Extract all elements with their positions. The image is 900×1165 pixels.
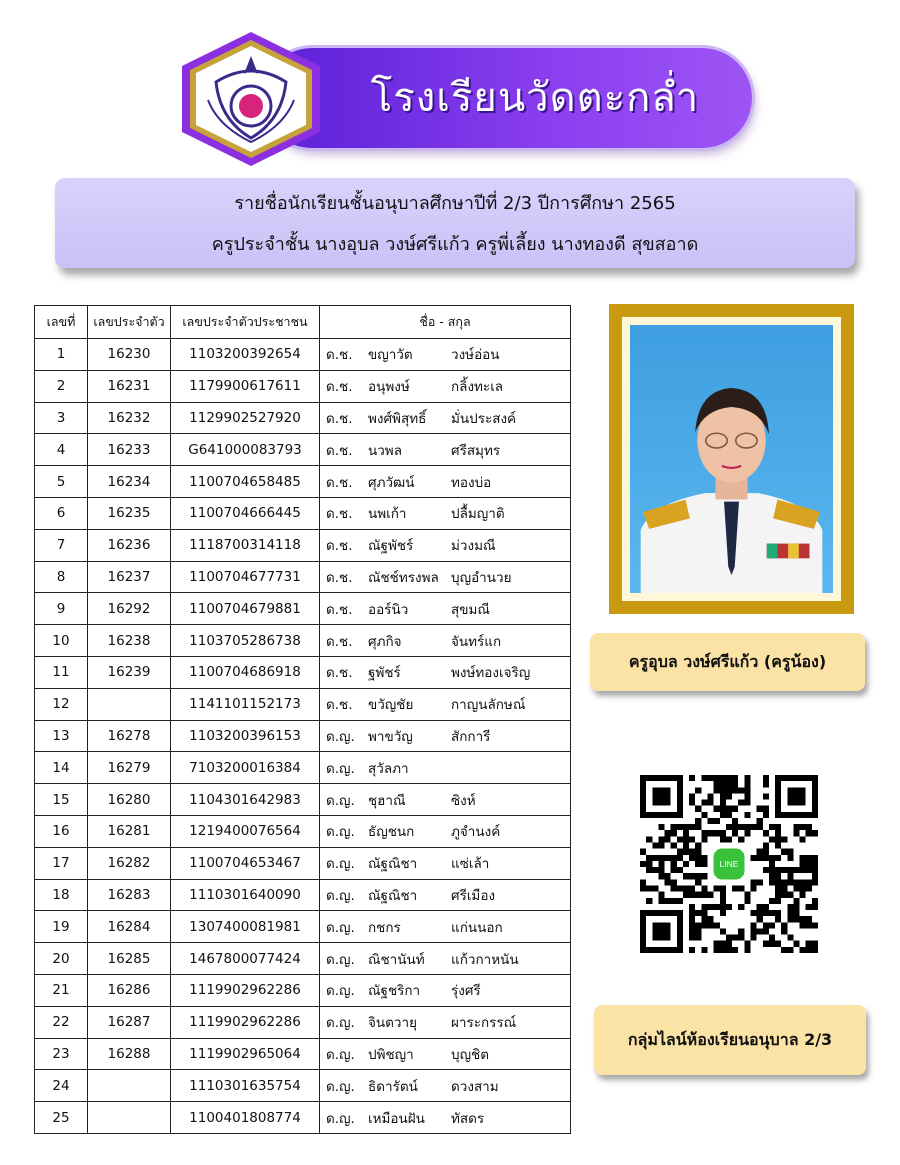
table-row [35,815,571,847]
first-name: ณัชช์ทรงพล [368,569,439,586]
cell-name [320,688,571,720]
last-name: แก้วกาหนัน [451,951,519,968]
name-prefix: ด.ช. [326,665,353,682]
cell-no: 8 [35,561,88,593]
name-prefix: ด.ช. [326,347,353,364]
teacher-photo-frame [609,304,854,614]
table-row [35,497,571,529]
cell-name [320,529,571,561]
class-title: รายชื่อนักเรียนชั้นอนุบาลศึกษาปีที่ 2/3 ปีการศึกษา 2565 [234,193,676,214]
first-name: สุวัลภา [368,760,409,777]
cell-citizen-id: 1307400081981 [171,911,320,943]
cell-citizen-id: 1467800077424 [171,943,320,975]
last-name: รุ่งศรี [451,983,481,1000]
name-prefix: ด.ญ. [326,728,355,745]
cell-name [320,497,571,529]
cell-student-id: 16230 [88,339,171,371]
last-name: วงษ์อ่อน [451,347,500,364]
cell-citizen-id: 1100401808774 [171,1102,320,1134]
teacher-portrait-icon [630,325,833,593]
last-name: ม่วงมณี [451,538,496,555]
cell-citizen-id: 1103200392654 [171,339,320,371]
name-prefix: ด.ญ. [326,760,355,777]
last-name: พงษ์ทองเจริญ [451,665,531,682]
first-name: ศุภวัฒน์ [368,474,415,491]
name-prefix: ด.ญ. [326,1110,355,1127]
cell-no: 16 [35,815,88,847]
cell-name [320,1038,571,1070]
cell-citizen-id: 1141101152173 [171,688,320,720]
name-prefix: ด.ญ. [326,824,355,841]
cell-no: 18 [35,879,88,911]
first-name: ณิชานันท์ [368,951,425,968]
table-row [35,434,571,466]
cell-no: 7 [35,529,88,561]
header-no: เลขที่ [35,306,88,339]
cell-no: 19 [35,911,88,943]
cell-citizen-id: 1104301642983 [171,784,320,816]
last-name: ทัสดร [451,1110,485,1127]
cell-no: 2 [35,370,88,402]
table-row [35,466,571,498]
last-name: แก่นนอก [451,919,503,936]
cell-student-id: 16288 [88,1038,171,1070]
last-name: แซ่เล้า [451,856,490,873]
cell-citizen-id: 1110301635754 [171,1070,320,1102]
cell-no: 4 [35,434,88,466]
line-qr-code[interactable] [640,775,818,953]
name-prefix: ด.ช. [326,569,353,586]
cell-no: 21 [35,974,88,1006]
last-name: ซิงห์ [451,792,476,809]
first-name: ณัฐชริกา [368,983,421,1000]
first-name: เหมือนฝัน [368,1110,425,1127]
cell-citizen-id: 1100704679881 [171,593,320,625]
first-name: ศุภกิจ [368,633,402,650]
cell-name [320,815,571,847]
table-row [35,1070,571,1102]
line-logo-icon: LINE [719,859,739,870]
cell-no: 20 [35,943,88,975]
cell-no: 13 [35,720,88,752]
cell-student-id: 16234 [88,466,171,498]
cell-student-id: 16279 [88,752,171,784]
cell-citizen-id: 1100704686918 [171,656,320,688]
last-name: ศรีสมุทร [451,442,501,459]
cell-no: 25 [35,1102,88,1134]
cell-citizen-id: 1100704658485 [171,466,320,498]
cell-name [320,1006,571,1038]
cell-no: 15 [35,784,88,816]
cell-name [320,879,571,911]
last-name: ภูจำนงค์ [451,824,501,841]
cell-citizen-id: 1118700314118 [171,529,320,561]
name-prefix: ด.ช. [326,697,353,714]
name-prefix: ด.ช. [326,442,353,459]
first-name: ณัฐณิชา [368,856,418,873]
cell-no: 14 [35,752,88,784]
cell-student-id: 16237 [88,561,171,593]
cell-no: 17 [35,847,88,879]
last-name: ปลื้มญาติ [451,506,505,523]
last-name: ศรีเมือง [451,887,496,904]
first-name: นพเก้า [368,506,407,523]
cell-student-id: 16287 [88,1006,171,1038]
name-prefix: ด.ญ. [326,1046,355,1063]
cell-name [320,720,571,752]
cell-citizen-id: 1103705286738 [171,625,320,657]
cell-citizen-id: 1119902962286 [171,974,320,1006]
cell-student-id: 16278 [88,720,171,752]
first-name: พาขวัญ [368,728,413,745]
cell-name [320,1070,571,1102]
cell-citizen-id: 1219400076564 [171,815,320,847]
name-prefix: ด.ช. [326,601,353,618]
cell-name [320,466,571,498]
first-name: ชุฮาณี [368,792,406,809]
cell-no: 22 [35,1006,88,1038]
name-prefix: ด.ญ. [326,951,355,968]
name-prefix: ด.ญ. [326,856,355,873]
cell-name [320,434,571,466]
cell-student-id: 16236 [88,529,171,561]
first-name: ฐพัชร์ [368,665,401,682]
cell-no: 24 [35,1070,88,1102]
cell-student-id: 16282 [88,847,171,879]
first-name: ขวัญชัย [368,697,414,714]
cell-name [320,656,571,688]
cell-name [320,911,571,943]
table-row [35,402,571,434]
teacher-photo-mat [622,317,841,601]
table-row [35,593,571,625]
name-prefix: ด.ช. [326,538,353,555]
cell-name [320,847,571,879]
header-student-id: เลขประจำตัว [88,306,171,339]
name-prefix: ด.ญ. [326,1015,355,1032]
cell-citizen-id: 1129902527920 [171,402,320,434]
cell-student-id [88,688,171,720]
cell-name [320,1102,571,1134]
cell-student-id: 16292 [88,593,171,625]
cell-name [320,974,571,1006]
first-name: พงศ์พิสุทธิ์ [368,410,427,427]
cell-no: 11 [35,656,88,688]
table-row [35,720,571,752]
table-row [35,370,571,402]
name-prefix: ด.ญ. [326,887,355,904]
cell-student-id: 16285 [88,943,171,975]
table-row [35,784,571,816]
cell-student-id: 16280 [88,784,171,816]
teacher-photo [630,325,833,593]
student-table [34,305,571,1134]
cell-no: 6 [35,497,88,529]
cell-student-id [88,1070,171,1102]
last-name: สักการี [451,728,491,745]
first-name: ปพิชญา [368,1046,414,1063]
header-citizen-id: เลขประจำตัวประชาชน [171,306,320,339]
cell-student-id: 16283 [88,879,171,911]
teacher-caption: ครูอุบล วงษ์ศรีแก้ว (ครูน้อง) [590,633,865,691]
cell-citizen-id: 1119902962286 [171,1006,320,1038]
line-group-caption: กลุ่มไลน์ห้องเรียนอนุบาล 2/3 [594,1005,866,1075]
table-row [35,847,571,879]
last-name: บุญอำนวย [451,569,512,586]
cell-name [320,370,571,402]
cell-student-id: 16284 [88,911,171,943]
name-prefix: ด.ช. [326,379,353,396]
last-name: ทองบ่อ [451,474,492,491]
first-name: ออร์นิว [368,601,409,618]
cell-name [320,561,571,593]
table-row [35,974,571,1006]
name-prefix: ด.ญ. [326,919,355,936]
last-name: บุญชิต [451,1046,490,1063]
last-name: กาญนลักษณ์ [451,697,526,714]
cell-name [320,784,571,816]
cell-student-id: 16235 [88,497,171,529]
table-row [35,688,571,720]
cell-no: 1 [35,339,88,371]
cell-no: 10 [35,625,88,657]
name-prefix: ด.ช. [326,474,353,491]
first-name: ขญาวัต [368,347,413,364]
cell-student-id: 16286 [88,974,171,1006]
first-name: ธัญชนก [368,824,415,841]
name-prefix: ด.ช. [326,633,353,650]
cell-student-id: 16281 [88,815,171,847]
header-name: ชื่อ - สกุล [320,306,571,339]
name-prefix: ด.ญ. [326,792,355,809]
table-row [35,1006,571,1038]
last-name: สุขมณี [451,601,490,618]
cell-no: 3 [35,402,88,434]
cell-citizen-id: 1100704666445 [171,497,320,529]
table-row [35,561,571,593]
table-row [35,656,571,688]
first-name: จินตวายุ [368,1015,417,1032]
cell-student-id: 16238 [88,625,171,657]
cell-name [320,402,571,434]
cell-name [320,339,571,371]
cell-student-id: 16232 [88,402,171,434]
class-teachers: ครูประจำชั้น นางอุบล วงษ์ศรีแก้ว ครูพี่เลี้ยง นางทองดี สุขสอาด [211,234,699,255]
cell-citizen-id: 1179900617611 [171,370,320,402]
cell-no: 5 [35,466,88,498]
table-row [35,879,571,911]
last-name: จันทร์แก [451,633,502,650]
last-name: มั่นประสงค์ [451,410,517,427]
table-row [35,339,571,371]
cell-citizen-id: 1103200396153 [171,720,320,752]
first-name: อนุพงษ์ [368,379,410,396]
table-row [35,943,571,975]
cell-student-id: 16233 [88,434,171,466]
last-name: ผาระกรรณ์ [451,1015,517,1032]
cell-name [320,943,571,975]
cell-student-id: 16231 [88,370,171,402]
table-row [35,1102,571,1134]
first-name: ณัฐพัชร์ [368,538,414,555]
table-row [35,752,571,784]
table-row [35,625,571,657]
first-name: กชกร [368,919,401,936]
first-name: ณัฐณิชา [368,887,418,904]
cell-name [320,593,571,625]
cell-citizen-id: 1119902965064 [171,1038,320,1070]
cell-student-id [88,1102,171,1134]
first-name: นวพล [368,442,402,459]
school-logo [178,30,324,168]
cell-student-id: 16239 [88,656,171,688]
table-row [35,529,571,561]
cell-no: 23 [35,1038,88,1070]
name-prefix: ด.ญ. [326,1078,355,1095]
name-prefix: ด.ช. [326,506,353,523]
first-name: ธิดารัตน์ [368,1078,418,1095]
cell-citizen-id: 7103200016384 [171,752,320,784]
cell-citizen-id: 1110301640090 [171,879,320,911]
cell-name [320,752,571,784]
cell-name [320,625,571,657]
table-header-row [35,306,571,339]
cell-citizen-id: 1100704677731 [171,561,320,593]
school-name: โรงเรียนวัดตะกล่ำ [370,75,700,121]
last-name: กลิ้งทะเล [451,379,504,396]
last-name: ดวงสาม [451,1078,499,1095]
cell-no: 12 [35,688,88,720]
table-row [35,1038,571,1070]
cell-citizen-id: 1100704653467 [171,847,320,879]
cell-no: 9 [35,593,88,625]
cell-citizen-id: G641000083793 [171,434,320,466]
table-row [35,911,571,943]
name-prefix: ด.ช. [326,410,353,427]
name-prefix: ด.ญ. [326,983,355,1000]
